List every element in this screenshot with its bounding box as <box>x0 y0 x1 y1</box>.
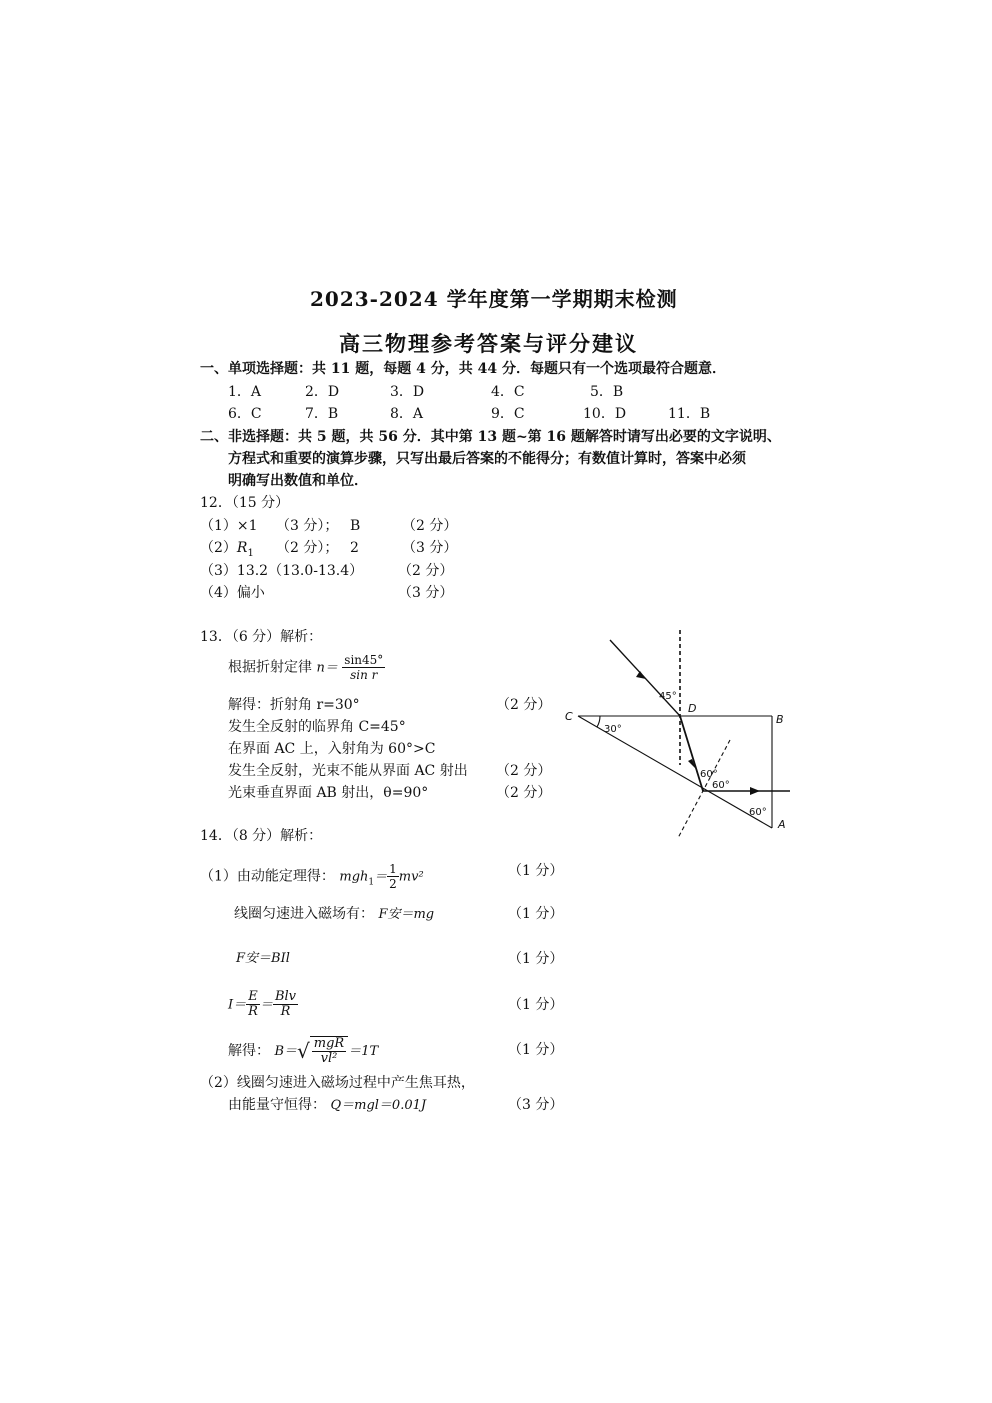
q14-p3-points: （1 分） <box>508 951 564 967</box>
q13-line4: 在界面 AC 上，入射角为 60°>C <box>228 741 436 757</box>
exit-arrowhead <box>750 787 760 795</box>
section2-line2: 方程式和重要的演算步骤，只写出最后答案的不能得分；有数值计算时，答案中必须 <box>228 451 746 467</box>
prism-diagram <box>560 625 800 845</box>
answer-7: 7．B <box>305 406 339 422</box>
answer-1: 1．A <box>228 384 262 400</box>
q12-row2-b: （2 分）； <box>276 540 339 556</box>
q12-row1-c: B <box>350 518 361 534</box>
q14-heading: 14．（8 分）解析： <box>200 828 323 844</box>
label-45: 45° <box>659 691 677 702</box>
q12-row1-d: （2 分） <box>402 518 458 534</box>
q13-heading: 13．（6 分）解析： <box>200 629 323 645</box>
q14-p1: （1）由动能定理得： mgh$_1$＝ $\frac{1}{2}$ mv² <box>200 862 424 891</box>
answer-6: 6．C <box>228 406 262 422</box>
answer-3: 3．D <box>390 384 425 400</box>
q13-line2: 解得：折射角 r=30° <box>228 697 360 713</box>
label-60-a: 60° <box>700 769 718 780</box>
label-60-c: 60° <box>749 807 767 818</box>
answer-2: 2．D <box>305 384 340 400</box>
label-c: C <box>565 710 573 723</box>
section2-line3: 明确写出数值和单位． <box>228 473 368 489</box>
incident-arrowhead <box>636 671 646 679</box>
q14-p3: F安＝BIl <box>236 951 290 966</box>
q14-p2-points: （1 分） <box>508 906 564 922</box>
q14-p7-points: （3 分） <box>508 1097 564 1113</box>
q14-p1-points: （1 分） <box>508 863 564 879</box>
q12-row4-a: （4）偏小 <box>200 585 265 601</box>
q14-p7: 由能量守恒得： Q＝mgl＝0.01J <box>228 1097 427 1113</box>
q14-p2: 线圈匀速进入磁场有： F安＝mg <box>234 906 435 922</box>
q13-line2-points: （2 分） <box>496 697 552 713</box>
q14-p5-points: （1 分） <box>508 1042 564 1058</box>
q12-row1-b: （3 分）； <box>276 518 339 534</box>
label-a: A <box>778 818 786 831</box>
section1-heading: 一、单项选择题：共 11 题，每题 4 分，共 44 分．每题只有一个选项最符合题意． <box>200 361 726 377</box>
answer-8: 8．A <box>390 406 424 422</box>
q13-line3: 发生全反射的临界角 C=45° <box>228 719 406 735</box>
q13-snell-law: 根据折射定律 n＝ $\frac{\sin 45^\circ}{\text{sin r}}$ <box>228 653 384 682</box>
q14-p6: （2）线圈匀速进入磁场过程中产生焦耳热， <box>200 1075 475 1091</box>
arc-30 <box>597 716 600 727</box>
answer-4: 4．C <box>491 384 525 400</box>
q12-heading: 12．（15 分） <box>200 495 290 511</box>
q13-line5-points: （2 分） <box>496 763 552 779</box>
q12-row3-a: （3）13.2（13.0-13.4） <box>200 563 364 579</box>
q13-line5: 发生全反射，光束不能从界面 AC 射出 <box>228 763 468 779</box>
q12-row1-a: （1）×1 <box>200 518 258 534</box>
answer-5: 5．B <box>590 384 624 400</box>
q12-row3-d: （2 分） <box>398 563 454 579</box>
q14-p5: 解得： B＝√ $\frac{\text{mgR}}{\text{vl²}}$ ＝1T <box>228 1036 379 1066</box>
label-d: D <box>688 702 697 715</box>
q12-row4-d: （3 分） <box>398 585 454 601</box>
q13-line6: 光束垂直界面 AB 射出，θ=90° <box>228 785 429 801</box>
q14-p4: I＝ $\frac{E}{R}$ ＝ $\frac{\text{Blv}}{R}$ <box>228 989 297 1019</box>
page-title: 2023-2024 学年度第一学期期末检测 <box>310 287 678 311</box>
answer-11: 11．B <box>668 406 711 422</box>
q12-row2-d: （3 分） <box>402 540 458 556</box>
q12-row2-a: $(2)R_1$ <box>200 540 254 559</box>
page-subtitle: 高三物理参考答案与评分建议 <box>339 331 638 356</box>
q13-line6-points: （2 分） <box>496 785 552 801</box>
label-60-b: 60° <box>712 780 730 791</box>
q12-row2-c: 2 <box>350 540 359 556</box>
label-30: 30° <box>604 724 622 735</box>
answer-9: 9．C <box>491 406 525 422</box>
answer-10: 10．D <box>583 406 627 422</box>
label-b: B <box>776 713 784 726</box>
q14-p4-points: （1 分） <box>508 997 564 1013</box>
section2-line1: 二、非选择题：共 5 题，共 56 分．其中第 13 题~第 16 题解答时请写出必要的文字说明、 <box>200 429 781 445</box>
